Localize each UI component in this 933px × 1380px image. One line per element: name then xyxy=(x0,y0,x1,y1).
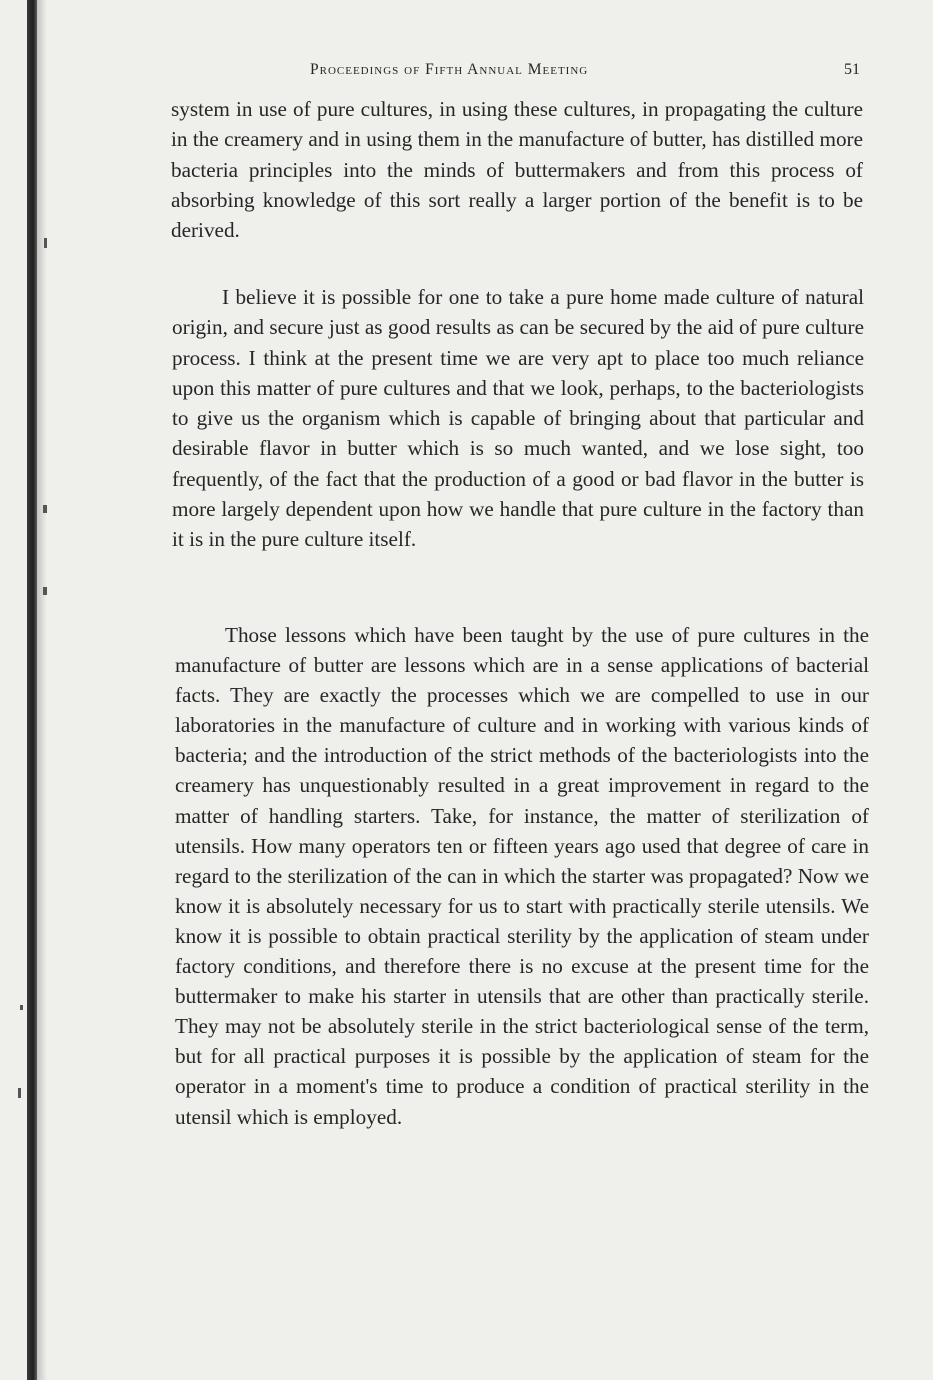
book-gutter-edge xyxy=(27,0,37,1380)
scan-speck xyxy=(18,1088,21,1098)
running-title: Proceedings of Fifth Annual Meeting xyxy=(310,61,589,78)
paragraph-2 xyxy=(172,282,864,555)
scan-speck xyxy=(43,505,47,513)
paragraph-text: I believe it is possible for one to take a pure home made culture of natural origin, and secure just as good results as can be secured by the aid of pure culture process. I think at the present time we are very apt to place too much reliance upon this matter of pure cultures and that we look, perhaps, to the bacteriologists to give us the organism which is capable of bringing about that particular and desirable flavor in butter which is so much wanted, and we lose sight, too frequently, of the fact that the production of a good or bad flavor in the butter is more largely dependent upon how we handle that pure culture in the factory than it is in the pure culture itself. xyxy=(172,285,864,552)
scan-speck xyxy=(44,238,47,248)
paragraph-text: Those lessons which have been taught by the use of pure cultures in the manufacture of butter are lessons which are in a sense applications of bacterial facts. They are exactly the processes which we are compelled to use in our laboratories in the manufacture of culture and in working with various kinds of bacteria; and the introduction of the strict methods of the bacteriologists into the creamery has unquestionably resulted in a great improvement in regard to the matter of handling starters. Take, for instance, the matter of sterilization of utensils. How many operators ten or fifteen years ago used that degree of care in regard to the sterilization of the can in which the starter was propagated? Now we know it is absolutely necessary for us to start with practically sterile utensils. We know it is possible to obtain practical sterility by the application of steam under factory conditions, and therefore there is no excuse at the present time for the buttermaker to make his starter in utensils that are other than practically sterile. They may not be absolutely sterile in the strict bacteriological sense of the term, but for all practical purposes it is possible by the application of steam for the operator in a moment's time to produce a condition of practical sterility in the utensil which is employed. xyxy=(175,623,869,1129)
paragraph-text: system in use of pure cultures, in using these cultures, in propagating the culture in the creamery and in using them in the manufacture of butter, has distilled more bacteria principles into the minds of buttermakers and from this process of absorbing knowledge of this sort really a larger portion of the benefit is to be derived. xyxy=(171,97,863,243)
page-number: 51 xyxy=(844,61,860,78)
running-head xyxy=(170,61,860,85)
paragraph-3 xyxy=(175,620,869,1132)
scan-speck xyxy=(20,1005,23,1010)
gutter-shadow xyxy=(37,0,47,1380)
paragraph-1 xyxy=(171,94,863,245)
scan-speck xyxy=(43,587,47,595)
